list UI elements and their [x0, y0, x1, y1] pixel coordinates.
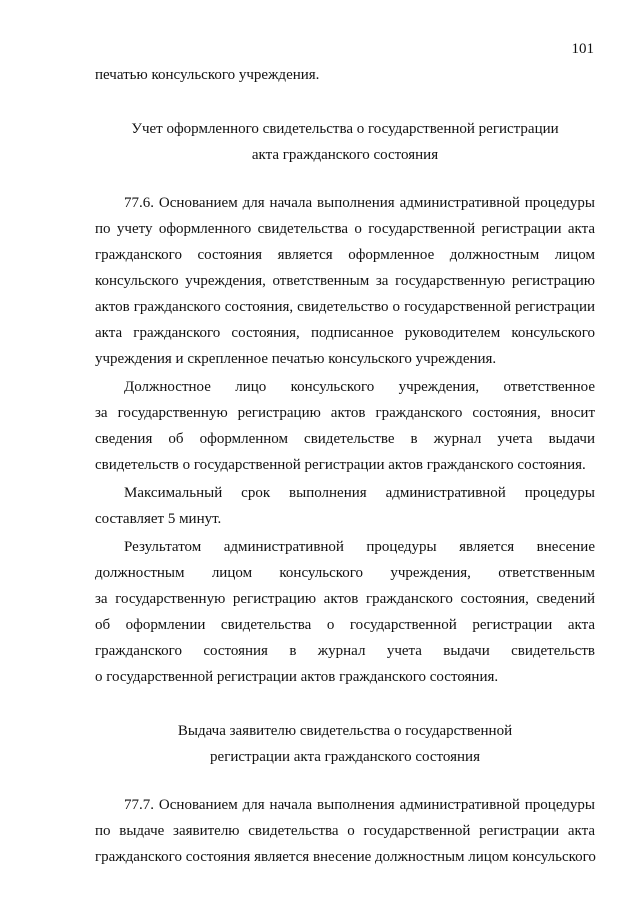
heading-line: Выдача заявителю свидетельства о государственной — [177, 723, 513, 739]
text-line: гражданского состояния является внесение должностным лицом консульского — [95, 849, 596, 865]
heading-line: акта гражданского состояния — [251, 147, 439, 163]
text-line: за государственную регистрацию актов гражданского состояния, вносит — [95, 405, 595, 421]
text-line: Должностное лицо консульского учреждения, ответственное — [124, 379, 595, 395]
text-line: 77.7. Основанием для начала выполнения административной процедуры — [124, 797, 595, 813]
text-line: о государственной регистрации актов гражданского состояния. — [95, 669, 499, 685]
text-line: гражданского состояния является оформленное должностным лицом — [95, 247, 595, 263]
paragraph-77-6 — [95, 190, 595, 372]
text-line: по учету оформленного свидетельства о государственной регистрации акта — [95, 221, 595, 237]
text-line: за государственную регистрацию актов гражданского состояния, сведений — [95, 591, 595, 607]
paragraph-maximum-time — [95, 480, 595, 532]
text-line: должностным лицом консульского учреждения, ответственным — [95, 565, 595, 581]
heading-line: регистрации акта гражданского состояния — [210, 749, 480, 765]
text-line: сведения об оформленном свидетельстве в журнал учета выдачи — [95, 431, 595, 447]
text-line: свидетельств о государственной регистрации актов гражданского состояния. — [95, 457, 586, 473]
paragraph-official-records — [95, 374, 595, 478]
section-heading-certificate-issuance — [95, 718, 595, 770]
text-line: гражданского состояния в журнал учета выдачи свидетельств — [95, 643, 595, 659]
paragraph-77-7 — [95, 792, 595, 870]
text-line: акта гражданского состояния, подписанное руководителем консульского — [95, 325, 595, 341]
section-heading-registration-accounting — [95, 116, 595, 168]
text-line: консульского учреждения, ответственным за государственную регистрацию — [95, 273, 595, 289]
paragraph-continuation — [95, 62, 595, 88]
document-body — [95, 62, 595, 870]
text-line: по выдаче заявителю свидетельства о государственной регистрации акта — [95, 823, 595, 839]
text-line: 77.6. Основанием для начала выполнения административной процедуры — [124, 195, 595, 211]
text-line: учреждения и скрепленное печатью консульского учреждения. — [95, 351, 497, 367]
text-line: об оформлении свидетельства о государственной регистрации акта — [95, 617, 595, 633]
text-line: печатью консульского учреждения. — [95, 67, 320, 83]
paragraph-result — [95, 534, 595, 690]
heading-line: Учет оформленного свидетельства о государственной регистрации — [131, 121, 559, 137]
text-line: актов гражданского состояния, свидетельство о государственной регистрации — [95, 299, 595, 315]
text-line: Результатом административной процедуры является внесение — [124, 539, 595, 555]
page-number: 101 — [571, 41, 594, 57]
text-line: Максимальный срок выполнения административной процедуры — [124, 485, 595, 501]
text-line: составляет 5 минут. — [95, 511, 222, 527]
